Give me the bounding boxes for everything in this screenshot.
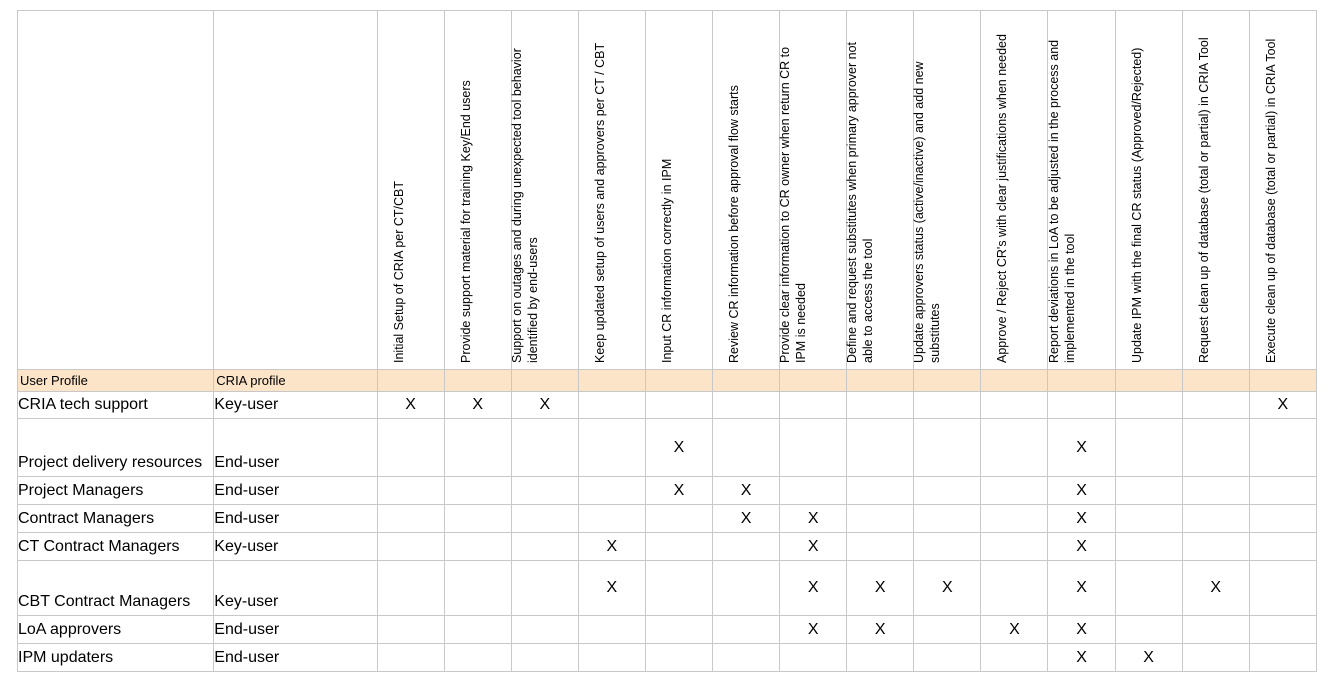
table-row (18, 644, 1317, 672)
cria-profile-cell: End-user (214, 616, 377, 644)
matrix-cell: X (981, 616, 1048, 644)
matrix-cell (1182, 505, 1249, 533)
matrix-cell (1048, 392, 1115, 419)
cria-profile-cell: Key-user (214, 392, 377, 419)
user-profile-cell: CT Contract Managers (18, 533, 214, 561)
matrix-cell (914, 533, 981, 561)
matrix-cell (1182, 533, 1249, 561)
matrix-cell: X (645, 419, 712, 477)
matrix-cell (645, 505, 712, 533)
column-header-label: Update approvers status (active/inactive) and add new substitutes (912, 61, 943, 363)
column-header (713, 11, 780, 370)
matrix-cell (1115, 561, 1182, 616)
cria-profile-cell: Key-user (214, 561, 377, 616)
column-header (780, 11, 847, 370)
matrix-cell (444, 419, 511, 477)
matrix-cell (1115, 419, 1182, 477)
matrix-cell (1249, 533, 1316, 561)
matrix-cell (1115, 533, 1182, 561)
matrix-cell: X (1048, 616, 1115, 644)
matrix-cell: X (578, 561, 645, 616)
matrix-cell: X (1048, 477, 1115, 505)
matrix-cell (511, 644, 578, 672)
matrix-cell (780, 419, 847, 477)
column-header (981, 11, 1048, 370)
table-row (18, 419, 1317, 477)
matrix-cell (713, 561, 780, 616)
matrix-cell (713, 616, 780, 644)
matrix-cell (914, 477, 981, 505)
matrix-cell (1182, 616, 1249, 644)
column-header-label: Keep updated setup of users and approvers per CT / CBT (592, 42, 607, 363)
cria-profile-cell: End-user (214, 505, 377, 533)
matrix-cell (1115, 477, 1182, 505)
matrix-cell (981, 505, 1048, 533)
matrix-cell (914, 644, 981, 672)
matrix-cell: X (511, 392, 578, 419)
table-row (18, 392, 1317, 419)
table-row (18, 616, 1317, 644)
matrix-cell: X (713, 477, 780, 505)
table-row (18, 561, 1317, 616)
matrix-cell: X (1048, 419, 1115, 477)
column-header (914, 11, 981, 370)
column-header-label: Initial Setup of CRIA per CT/CBT (391, 180, 406, 363)
column-header-label: Update IPM with the final CR status (Approved/Rejected) (1129, 47, 1144, 363)
matrix-cell: X (578, 533, 645, 561)
column-header (645, 11, 712, 370)
user-profile-header: User Profile (18, 370, 214, 392)
matrix-cell (1182, 644, 1249, 672)
matrix-cell (780, 392, 847, 419)
table-row (18, 505, 1317, 533)
matrix-cell (1249, 477, 1316, 505)
matrix-cell (377, 644, 444, 672)
header-corner-profile (214, 11, 377, 370)
matrix-cell: X (377, 392, 444, 419)
matrix-cell: X (444, 392, 511, 419)
matrix-cell (981, 561, 1048, 616)
column-header (511, 11, 578, 370)
column-header (847, 11, 914, 370)
matrix-cell: X (780, 533, 847, 561)
column-header-label: Provide support material for training Key/End users (458, 80, 473, 363)
cria-profile-cell: End-user (214, 644, 377, 672)
column-header-label: Define and request substitutes when primary approver not able to access the tool (845, 41, 876, 363)
matrix-cell: X (1048, 644, 1115, 672)
matrix-cell (578, 419, 645, 477)
column-header (1249, 11, 1316, 370)
matrix-cell (444, 644, 511, 672)
matrix-cell (981, 419, 1048, 477)
header-corner (18, 11, 214, 370)
matrix-cell (645, 616, 712, 644)
matrix-cell (847, 505, 914, 533)
matrix-cell: X (1115, 644, 1182, 672)
matrix-body (18, 392, 1317, 672)
matrix-cell (511, 505, 578, 533)
responsibility-matrix (17, 10, 1317, 672)
profile-header-row (18, 370, 1317, 392)
column-header (1115, 11, 1182, 370)
column-header (578, 11, 645, 370)
matrix-cell (511, 616, 578, 644)
matrix-cell: X (847, 616, 914, 644)
table-row (18, 533, 1317, 561)
matrix-cell (578, 644, 645, 672)
matrix-cell: X (713, 505, 780, 533)
matrix-cell (1249, 505, 1316, 533)
matrix-cell: X (645, 477, 712, 505)
matrix-cell (377, 419, 444, 477)
column-header (1048, 11, 1115, 370)
matrix-cell (444, 533, 511, 561)
matrix-cell (377, 533, 444, 561)
matrix-cell (444, 477, 511, 505)
user-profile-cell: IPM updaters (18, 644, 214, 672)
column-header-label: Execute clean up of database (total or partial) in CRIA Tool (1263, 38, 1278, 363)
matrix-cell (645, 644, 712, 672)
matrix-cell (847, 533, 914, 561)
matrix-cell (1182, 419, 1249, 477)
matrix-cell (1182, 392, 1249, 419)
column-header-label: Provide clear information to CR owner when return CR to IPM is needed (778, 46, 809, 363)
matrix-cell: X (1048, 505, 1115, 533)
matrix-cell (1249, 419, 1316, 477)
column-header-label: Request clean up of database (total or partial) in CRIA Tool (1196, 37, 1211, 363)
matrix-cell (914, 419, 981, 477)
matrix-cell: X (780, 505, 847, 533)
matrix-cell (1115, 392, 1182, 419)
matrix-cell (578, 392, 645, 419)
matrix-cell (511, 533, 578, 561)
matrix-cell (1249, 616, 1316, 644)
matrix-cell (377, 505, 444, 533)
user-profile-cell: CRIA tech support (18, 392, 214, 419)
matrix-cell (780, 477, 847, 505)
matrix-cell (645, 561, 712, 616)
column-header (377, 11, 444, 370)
matrix-cell (847, 644, 914, 672)
matrix-cell (578, 505, 645, 533)
matrix-cell (444, 616, 511, 644)
matrix-cell (780, 644, 847, 672)
cria-profile-header: CRIA profile (214, 370, 377, 392)
matrix-cell (713, 392, 780, 419)
matrix-cell (578, 616, 645, 644)
matrix-cell: X (1048, 561, 1115, 616)
matrix-cell: X (1182, 561, 1249, 616)
column-header-label: Report deviations in LoA to be adjusted in the process and implemented in the tool (1046, 39, 1077, 363)
user-profile-cell: CBT Contract Managers (18, 561, 214, 616)
column-header (444, 11, 511, 370)
matrix-cell: X (914, 561, 981, 616)
matrix-cell: X (780, 616, 847, 644)
matrix-cell: X (1048, 533, 1115, 561)
matrix-cell (377, 561, 444, 616)
matrix-cell (645, 533, 712, 561)
column-header-row (18, 11, 1317, 370)
table-row (18, 477, 1317, 505)
matrix-cell (377, 616, 444, 644)
cria-profile-cell: End-user (214, 419, 377, 477)
cria-profile-cell: Key-user (214, 533, 377, 561)
matrix-cell (1182, 477, 1249, 505)
matrix-cell (847, 419, 914, 477)
matrix-cell (713, 419, 780, 477)
cria-profile-cell: End-user (214, 477, 377, 505)
matrix-cell (914, 505, 981, 533)
matrix-cell (981, 644, 1048, 672)
matrix-cell (578, 477, 645, 505)
matrix-cell (847, 477, 914, 505)
column-header-label: Review CR information before approval flow starts (727, 85, 742, 363)
user-profile-cell: Project Managers (18, 477, 214, 505)
column-header-label: Input CR information correctly in IPM (659, 158, 674, 363)
user-profile-cell: Project delivery resources (18, 419, 214, 477)
matrix-cell (981, 477, 1048, 505)
matrix-cell (847, 392, 914, 419)
matrix-cell (444, 505, 511, 533)
matrix-cell (914, 392, 981, 419)
matrix-cell (511, 477, 578, 505)
matrix-cell (1249, 561, 1316, 616)
matrix-cell (981, 392, 1048, 419)
user-profile-cell: Contract Managers (18, 505, 214, 533)
matrix-cell (444, 561, 511, 616)
matrix-cell (645, 392, 712, 419)
column-header (1182, 11, 1249, 370)
matrix-cell (511, 561, 578, 616)
column-header-label: Approve / Reject CR's with clear justifications when needed (995, 34, 1010, 363)
matrix-cell (713, 644, 780, 672)
column-header-label: Support on outages and during unexpected tool behavior identified by end-users (509, 48, 540, 363)
matrix-cell (981, 533, 1048, 561)
matrix-cell (914, 616, 981, 644)
matrix-cell (713, 533, 780, 561)
matrix-cell: X (1249, 392, 1316, 419)
matrix-cell (511, 419, 578, 477)
matrix-cell: X (780, 561, 847, 616)
matrix-cell (1115, 616, 1182, 644)
matrix-cell (1115, 505, 1182, 533)
user-profile-cell: LoA approvers (18, 616, 214, 644)
matrix-cell: X (847, 561, 914, 616)
matrix-cell (377, 477, 444, 505)
matrix-cell (1249, 644, 1316, 672)
